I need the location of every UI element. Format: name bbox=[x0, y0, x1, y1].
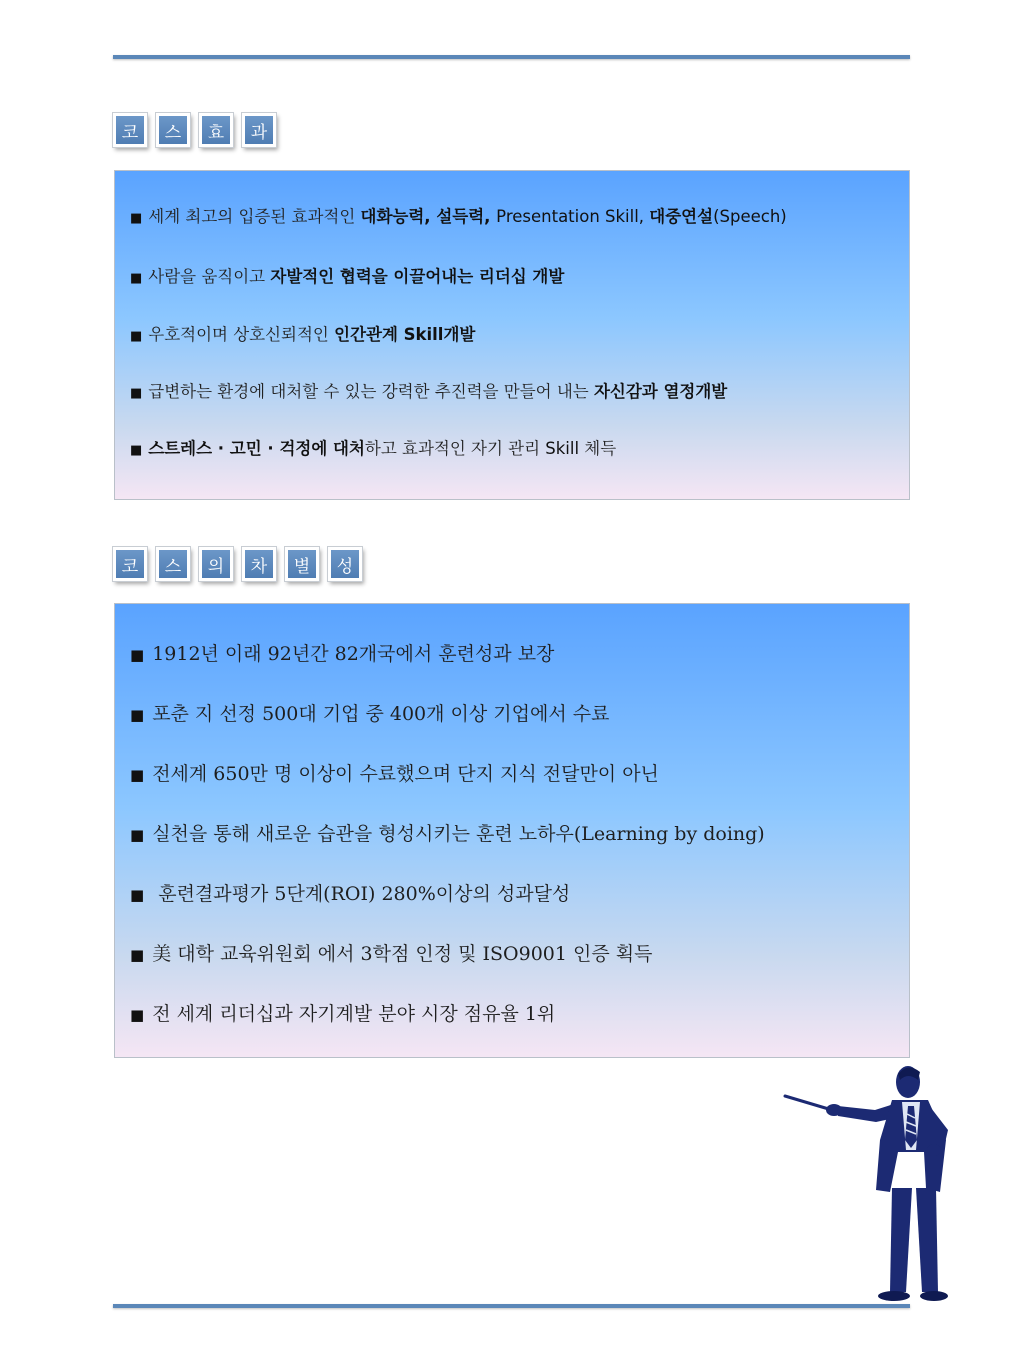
bullet-icon: ■ bbox=[130, 211, 143, 226]
heading-tile: 효 bbox=[199, 113, 233, 147]
bullet-icon: ■ bbox=[130, 826, 145, 844]
course-effects-box bbox=[114, 170, 910, 500]
effect-item: ■ 스트레스 · 고민 · 걱정에 대처하고 효과적인 자기 관리 Skill 체득 bbox=[130, 439, 617, 458]
effect-item: ■ 세계 최고의 입증된 효과적인 대화능력, 설득력, Presentation Skill, 대중연설(Speech) bbox=[130, 207, 787, 226]
heading-tile: 별 bbox=[285, 547, 319, 581]
heading-tile: 차 bbox=[242, 547, 276, 581]
heading-tile: 스 bbox=[156, 547, 190, 581]
course-distinction-box bbox=[114, 603, 910, 1058]
section2-heading bbox=[113, 547, 362, 581]
section1-heading bbox=[113, 113, 276, 147]
bullet-icon: ■ bbox=[130, 271, 143, 286]
bullet-icon: ■ bbox=[130, 443, 143, 458]
bullet-icon: ■ bbox=[130, 1006, 145, 1024]
top-rule bbox=[113, 55, 910, 59]
presenter-figure-icon bbox=[780, 1060, 960, 1310]
bullet-icon: ■ bbox=[130, 646, 145, 664]
effect-item: ■ 사람을 움직이고 자발적인 협력을 이끌어내는 리더십 개발 bbox=[130, 267, 565, 286]
effect-item: ■ 우호적이며 상호신뢰적인 인간관계 Skill개발 bbox=[130, 325, 476, 344]
distinction-item: ■ 美 대학 교육위원회 에서 3학점 인정 및 ISO9001 인증 획득 bbox=[130, 943, 653, 965]
heading-tile: 과 bbox=[242, 113, 276, 147]
heading-tile: 코 bbox=[113, 113, 147, 147]
bullet-icon: ■ bbox=[130, 766, 145, 784]
bullet-icon: ■ bbox=[130, 386, 143, 401]
bullet-icon: ■ bbox=[130, 329, 143, 344]
distinction-item: ■ 포춘 지 선정 500대 기업 중 400개 이상 기업에서 수료 bbox=[130, 703, 610, 725]
heading-tile: 스 bbox=[156, 113, 190, 147]
bullet-icon: ■ bbox=[130, 946, 145, 964]
distinction-item: ■ 실천을 통해 새로운 습관을 형성시키는 훈련 노하우(Learning by doing) bbox=[130, 823, 765, 845]
distinction-item: ■ 훈련결과평가 5단계(ROI) 280%이상의 성과달성 bbox=[130, 883, 571, 905]
distinction-item: ■ 전 세계 리더십과 자기계발 분야 시장 점유율 1위 bbox=[130, 1003, 556, 1025]
heading-tile: 성 bbox=[328, 547, 362, 581]
bullet-icon: ■ bbox=[130, 706, 145, 724]
effect-item: ■ 급변하는 환경에 대처할 수 있는 강력한 추진력을 만들어 내는 자신감과 열정개발 bbox=[130, 382, 728, 401]
distinction-item: ■ 1912년 이래 92년간 82개국에서 훈련성과 보장 bbox=[130, 643, 555, 665]
heading-tile: 의 bbox=[199, 547, 233, 581]
bullet-icon: ■ bbox=[130, 886, 145, 904]
distinction-item: ■ 전세계 650만 명 이상이 수료했으며 단지 지식 전달만이 아닌 bbox=[130, 763, 659, 785]
bottom-rule bbox=[113, 1304, 910, 1308]
heading-tile: 코 bbox=[113, 547, 147, 581]
